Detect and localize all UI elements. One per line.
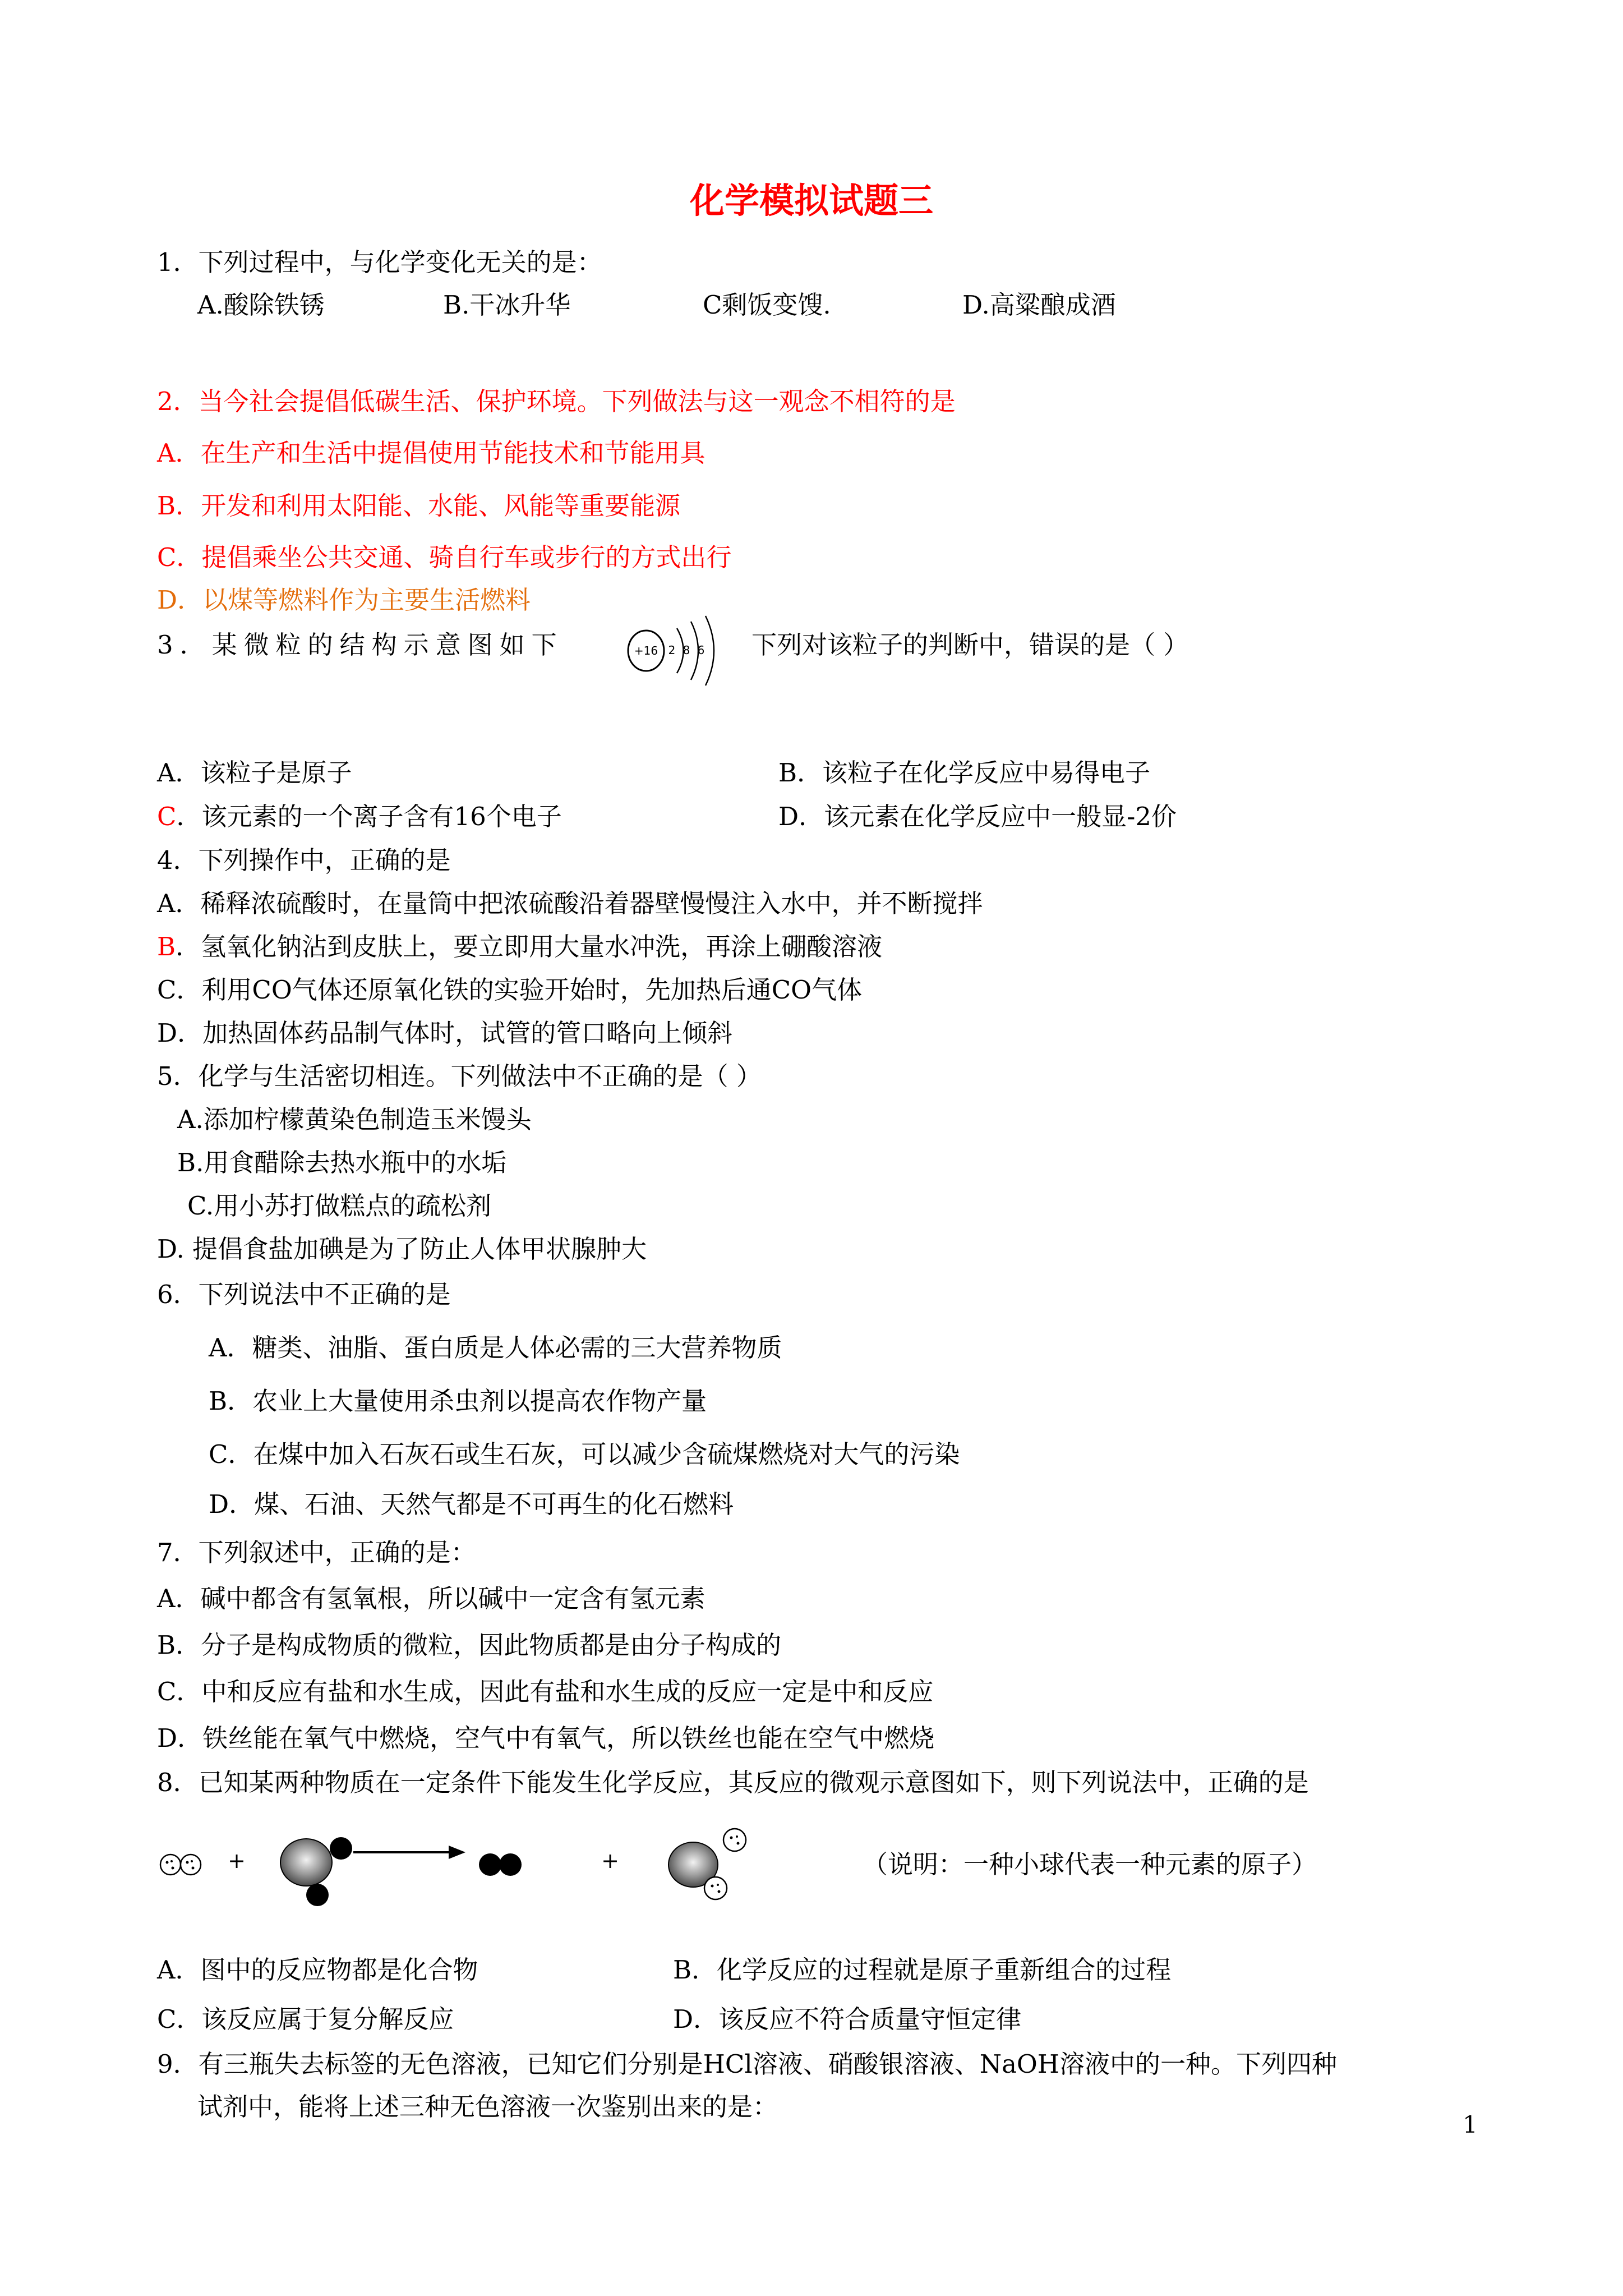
q9-stem-line2: 试剂中，能将上述三种无色溶液一次鉴别出来的是：	[197, 2092, 778, 2122]
q5-option-d: D. 提倡食盐加碘是为了防止人体甲状腺肿大	[157, 1234, 647, 1264]
q6-option-d: D．煤、石油、天然气都是不可再生的化石燃料	[209, 1489, 734, 1519]
q4-option-d: D．加热固体药品制气体时，试管的管口略向上倾斜	[157, 1018, 733, 1048]
q1-option-d: D.高粱酿成酒	[962, 290, 1116, 320]
q5-stem: 5．化学与生活密切相连。下列做法中不正确的是（ ）	[157, 1061, 762, 1091]
q3-stem-left: 3．某微粒的结构示意图如下	[157, 630, 564, 660]
q8-option-d: D．该反应不符合质量守恒定律	[673, 2004, 1022, 2034]
q5-option-c: C.用小苏打做糕点的疏松剂	[187, 1191, 492, 1221]
grey-black-molecule-reactant	[280, 1837, 352, 1906]
plus-sign-2: +	[601, 1848, 619, 1873]
shell-1-electrons: 2	[668, 643, 676, 657]
q1-option-b: B.干冰升华	[443, 290, 571, 320]
q8-stem: 8．已知某两种物质在一定条件下能发生化学反应，其反应的微观示意图如下，则下列说法中，正确的是	[157, 1768, 1309, 1797]
q3-stem-right: 下列对该粒子的判断中，错误的是（ ）	[751, 630, 1189, 660]
page-title: 化学模拟试题三	[689, 180, 933, 221]
q2-option-c: C．提倡乘坐公共交通、骑自行车或步行的方式出行	[157, 542, 732, 572]
q6-option-b: B．农业上大量使用杀虫剂以提高农作物产量	[209, 1386, 707, 1416]
reaction-arrow-icon	[353, 1846, 465, 1859]
q2-option-a: A．在生产和生活中提倡使用节能技术和节能用具	[157, 438, 706, 468]
q1-option-c: C剩饭变馊.	[703, 290, 831, 320]
plus-sign-1: +	[228, 1848, 246, 1873]
q5-option-b: B.用食醋除去热水瓶中的水垢	[177, 1148, 507, 1177]
reaction-diagram	[151, 1818, 925, 1913]
page-number: 1	[1463, 2111, 1478, 2138]
q1-stem: 1．下列过程中，与化学变化无关的是：	[157, 247, 602, 277]
q7-option-a: A．碱中都含有氢氧根，所以碱中一定含有氢元素	[157, 1584, 706, 1613]
q8-option-c: C．该反应属于复分解反应	[157, 2004, 454, 2034]
q8-option-a: A．图中的反应物都是化合物	[157, 1955, 478, 1985]
q7-stem: 7．下列叙述中，正确的是：	[157, 1538, 476, 1567]
q4-option-b	[157, 931, 882, 963]
q6-stem: 6．下列说法中不正确的是	[157, 1280, 451, 1309]
black-molecule-product	[479, 1853, 522, 1876]
q2-option-d: D．以煤等燃料作为主要生活燃料	[157, 585, 531, 615]
q3-option-a: A．该粒子是原子	[157, 758, 352, 788]
q2-option-b: B．开发和利用太阳能、水能、风能等重要能源	[157, 491, 681, 521]
nucleus-charge: +16	[634, 644, 658, 657]
q4-option-b-letter: B	[157, 932, 176, 961]
q4-option-b-text: ．氢氧化钠沾到皮肤上，要立即用大量水冲洗，再涂上硼酸溶液	[176, 932, 883, 961]
q9-stem-line1: 9．有三瓶失去标签的无色溶液，已知它们分别是HCl溶液、硝酸银溶液、NaOH溶液中的一种。下列四种	[157, 2049, 1338, 2079]
q4-option-c: C．利用CO气体还原氧化铁的实验开始时，先加热后通CO气体	[157, 975, 863, 1005]
q3-option-d: D．该元素在化学反应中一般显-2价	[778, 802, 1177, 831]
dotted-molecule-reactant	[160, 1855, 201, 1875]
q7-option-d: D．铁丝能在氧气中燃烧，空气中有氧气，所以铁丝也能在空气中燃烧	[157, 1723, 935, 1753]
atom-structure-diagram	[624, 606, 730, 690]
grey-dotted-molecule-product	[668, 1829, 746, 1899]
q7-option-c: C．中和反应有盐和水生成，因此有盐和水生成的反应一定是中和反应	[157, 1677, 934, 1706]
q7-option-b: B．分子是构成物质的微粒，因此物质都是由分子构成的	[157, 1630, 782, 1660]
q5-option-a: A.添加柠檬黄染色制造玉米馒头	[177, 1105, 532, 1134]
shell-3-electrons: 6	[697, 643, 705, 657]
shell-2-electrons: 8	[683, 643, 690, 657]
q6-option-a: A．糖类、油脂、蛋白质是人体必需的三大营养物质	[209, 1333, 782, 1363]
q3-option-c-letter: C	[157, 802, 177, 831]
q3-option-c	[157, 801, 562, 832]
q8-note: （说明：一种小球代表一种元素的原子）	[863, 1849, 1317, 1879]
q2-stem: 2．当今社会提倡低碳生活、保护环境。下列做法与这一观念不相符的是	[157, 386, 956, 416]
q4-stem: 4．下列操作中，正确的是	[157, 845, 451, 875]
q3-option-c-text: ．该元素的一个离子含有16个电子	[176, 802, 562, 831]
q4-option-a: A．稀释浓硫酸时，在量筒中把浓硫酸沿着器壁慢慢注入水中，并不断搅拌	[157, 889, 983, 918]
q6-option-c: C．在煤中加入石灰石或生石灰，可以减少含硫煤燃烧对大气的污染	[209, 1439, 960, 1469]
q3-option-b: B．该粒子在化学反应中易得电子	[778, 758, 1151, 788]
q1-option-a: A.酸除铁锈	[197, 290, 325, 320]
q8-option-b: B．化学反应的过程就是原子重新组合的过程	[673, 1955, 1172, 1985]
